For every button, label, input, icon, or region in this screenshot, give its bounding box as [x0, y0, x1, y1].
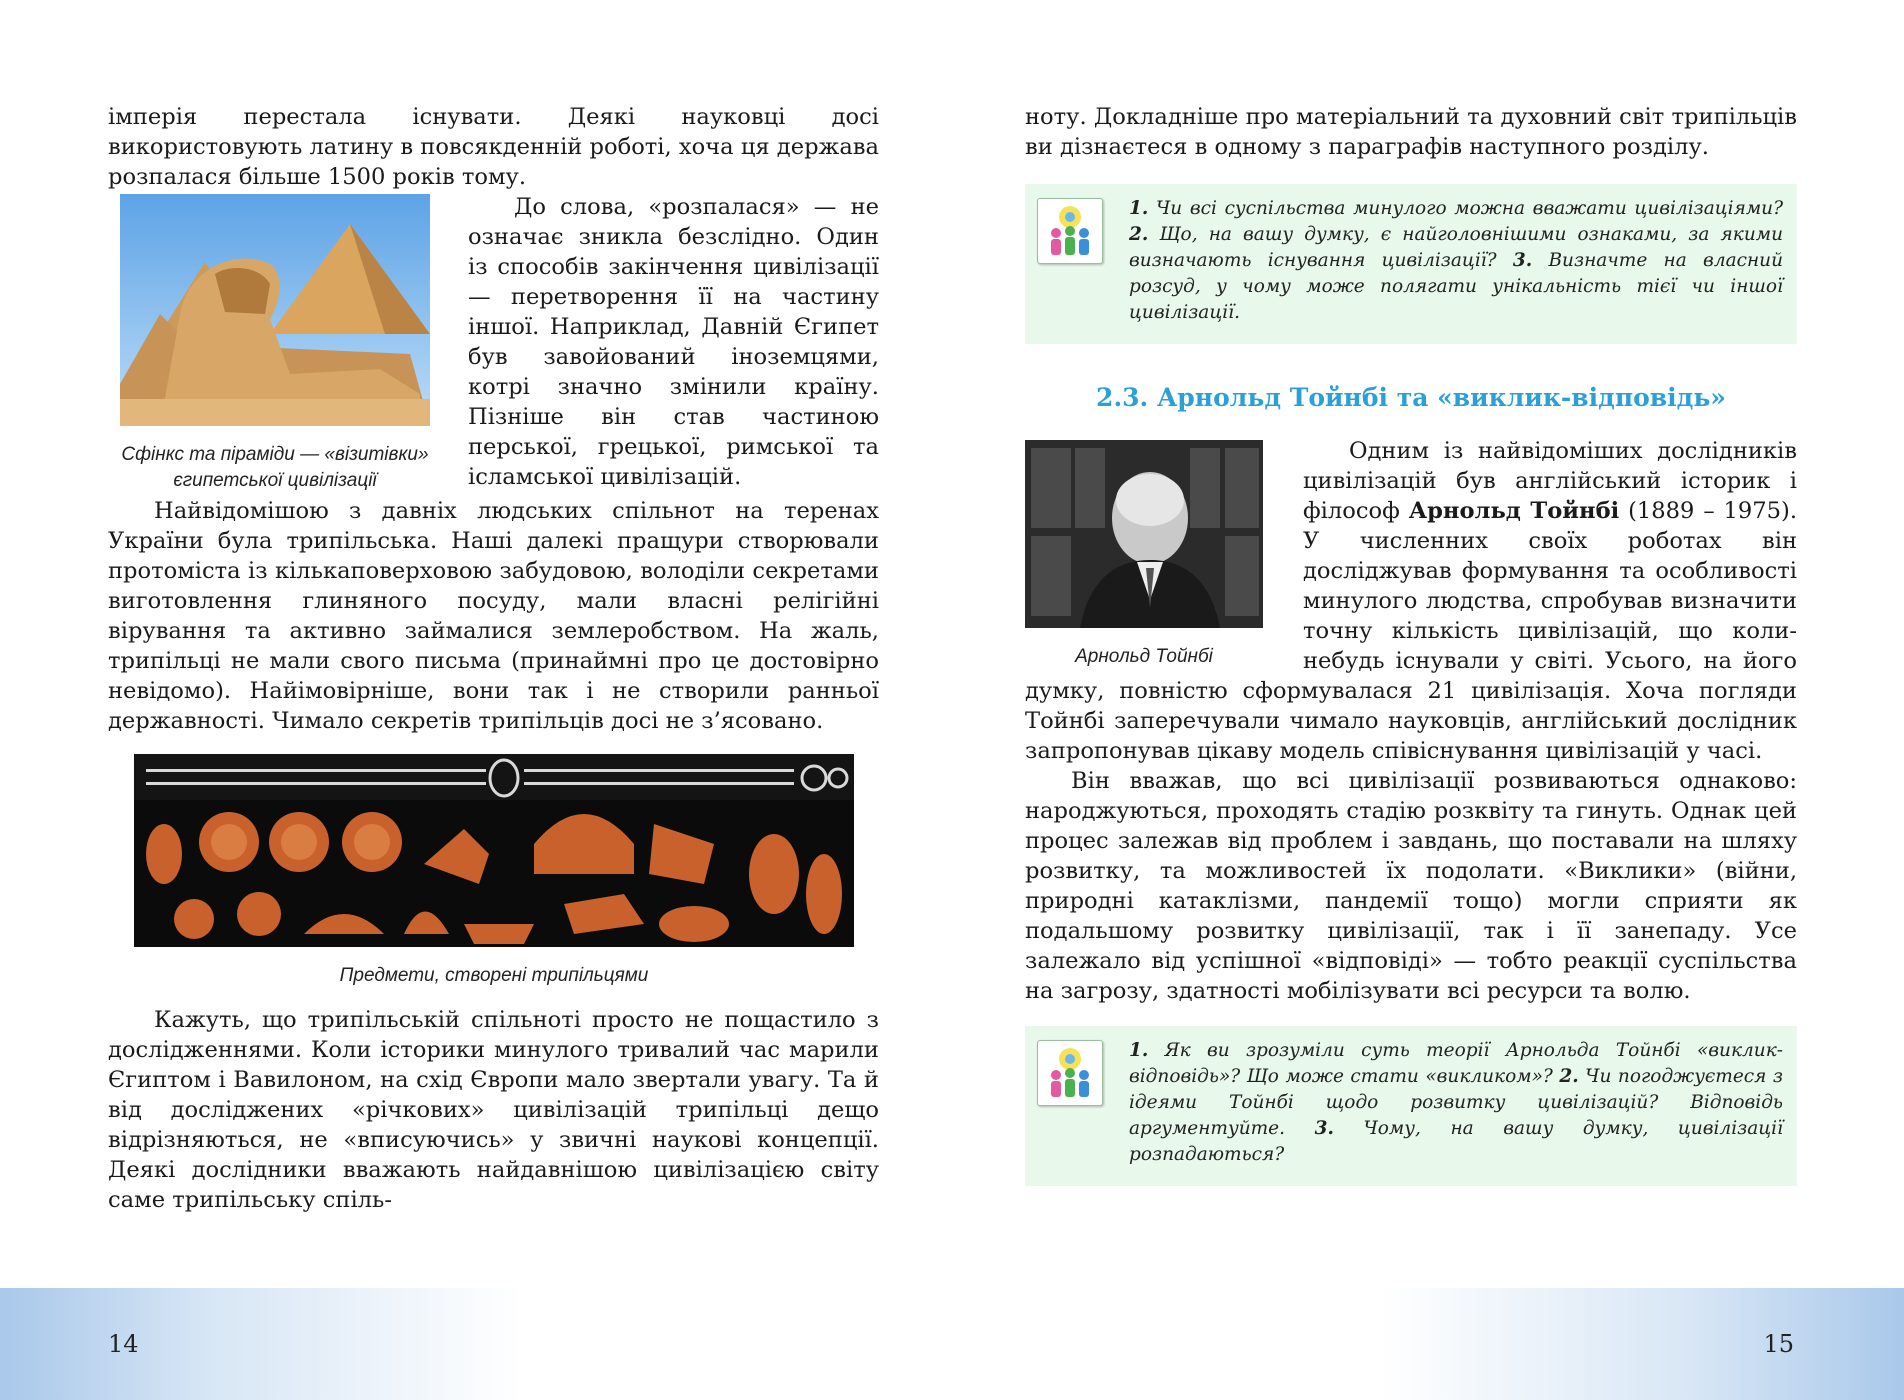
trypillia-figure — [134, 754, 854, 989]
paragraph-text: Одним із найвідоміших дослідників цивілізацій був англійський історик і філософ — [1303, 438, 1797, 524]
question-text: Що, на вашу думку, є найголовнішими ознаками, за якими визначають існування цивілізації? — [1129, 224, 1783, 271]
sphinx-pyramids-image — [120, 194, 430, 426]
sphinx-caption: Сфінкс та піраміди — «візитівки» єгипетської цивілізації — [121, 444, 429, 491]
page-footer — [952, 1288, 1904, 1400]
paragraph-text: (1889 – 1975). У численних своїх роботах він досліджував формування та особливості минулого людства, спробував визначити точну кількість цивілізацій, що коли-небудь існували у світі. Усього, на його думку, повністю сформувалася 21 цивілізація. Хоча погляди Тойнбі заперечували чимало науковців, англійський дослідник запропонував цікаву модель співіснування цивілізацій у часі. — [1025, 498, 1797, 764]
page-footer — [0, 1288, 952, 1400]
paragraph: Найвідомішою з давніх людських спільнот на теренах України була трипільська. Наші далекі пращури створювали протоміста із кількаповерховою забудовою, володіли секретами виготовлення глиняного посуду, мали власні релігійні вірування та активно займалися землеробством. На жаль, трипільці не мали свого письма (принаймні про це достовірно невідомо). Найімовірніше, вони так і не створили ранньої державності. Чимало секретів трипільців досі не з’ясовано. — [108, 498, 879, 734]
question-number: 1. — [1129, 198, 1149, 219]
sphinx-figure — [120, 194, 430, 494]
question-text: Визначте на власний розсуд, у чому може полягати унікальність тієї чи іншої цивілізації. — [1129, 250, 1783, 323]
group-discussion-icon — [1037, 198, 1103, 264]
toynbee-caption: Арнольд Тойнбі — [1075, 646, 1213, 667]
person-name: Арнольд Тойнбі — [1408, 498, 1620, 524]
toynbee-portrait-image — [1025, 440, 1263, 628]
question-number: 1. — [1129, 1040, 1149, 1061]
question-number: 2. — [1559, 1066, 1579, 1087]
paragraph: Він вважав, що всі цивілізації розвиваються однаково: народжуються, проходять стадію розквіту та гинуть. Однак цей процес залежав від проблем і завдань, що поставали на шляху розвитку, та можливостей їх подолати. «Виклики» (війни, природні катаклізми, пандемії тощо) могли сприяти як подальшому розвитку цивілізації, так і її занепаду. Усе залежало від успішної «відповіді» — тобто реакції суспільства на загрозу, здатності мобілізувати всі ресурси та волю. — [1025, 768, 1797, 1004]
question-text: Чи погоджуєтеся з ідеями Тойнбі щодо розвитку цивілізацій? Відповідь аргументуйте. — [1129, 1066, 1783, 1139]
toynbee-figure — [1025, 440, 1263, 670]
page-number: 14 — [108, 1330, 139, 1358]
paragraph: До слова, «розпалася» — не означає зникла безслідно. Один із способів закінчення цивілізації — перетворення її на частину іншої. Наприклад, Давній Єгипет був завойований іноземцями, котрі значно змінили країну. Пізніше він став частиною перської, грецької, римської та ісламської цивілізацій. — [468, 194, 879, 490]
group-discussion-icon — [1037, 1040, 1103, 1106]
questions-box — [1025, 184, 1797, 344]
questions-box — [1025, 1026, 1797, 1186]
paragraph: ноту. Докладніше про матеріальний та духовний світ трипільців ви дізнаєтеся в одному з параграфів наступного розділу. — [1025, 104, 1797, 160]
paragraph: імперія перестала існувати. Деякі науковці досі використовують латину в повсякденній роботі, хоча ця держава розпалася більше 1500 років тому. — [108, 104, 879, 190]
question-text: Як ви зрозуміли суть теорії Арнольда Тойнбі «виклик-відповідь»? Що може стати «викликом»? — [1129, 1040, 1783, 1087]
section-heading: 2.3. Арнольд Тойнбі та «виклик-відповідь» — [1096, 383, 1726, 412]
page-number: 15 — [1763, 1330, 1794, 1358]
question-number: 3. — [1314, 1118, 1334, 1139]
questions-text — [1129, 1038, 1783, 1168]
question-number: 2. — [1129, 224, 1149, 245]
trypillia-caption: Предмети, створені трипільцями — [339, 965, 649, 986]
left-column — [108, 102, 879, 1215]
paragraph: Кажуть, що трипільській спільноті просто не пощастило з дослідженнями. Коли історики минулого тривалий час марили Єгиптом і Вавилоном, на схід Європи мало звертали увагу. Та й від досліджених «річкових» цивілізацій трипільці дещо відрізняються, не «вписуючись» у звичні наукові концепції. Деякі дослідники вважають найдавнішою цивілізацією світу саме трипільську спіль- — [108, 1007, 879, 1213]
trypillia-artifacts-image — [134, 754, 854, 947]
question-text: Чому, на вашу думку, цивілізації розпадаються? — [1129, 1118, 1783, 1165]
question-number: 3. — [1512, 250, 1533, 271]
right-page — [952, 0, 1904, 1400]
questions-text — [1129, 196, 1783, 326]
question-text: Чи всі суспільства минулого можна вважати цивілізаціями? — [1148, 198, 1783, 219]
right-column — [1025, 102, 1797, 1186]
